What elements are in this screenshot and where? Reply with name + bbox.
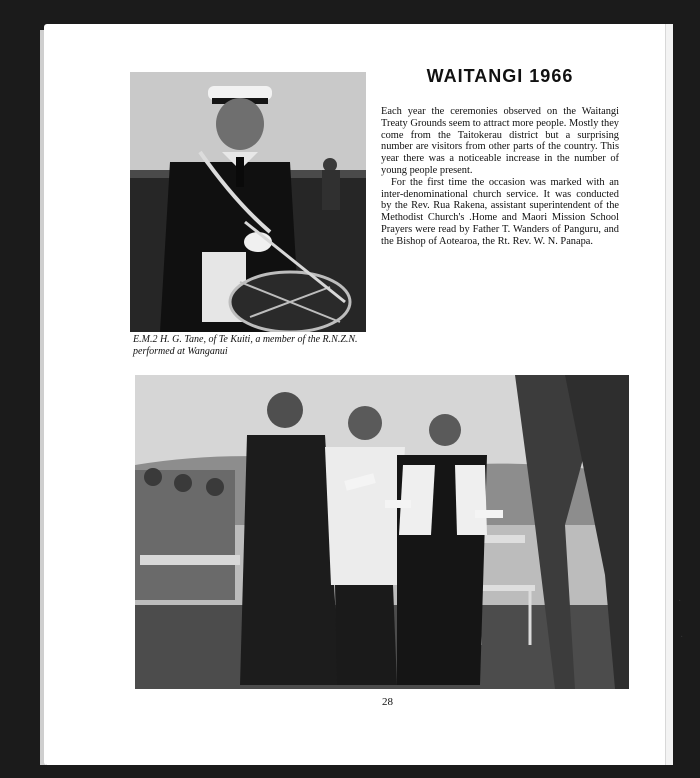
church-service-illustration <box>135 375 629 689</box>
article-paragraph: For the first time the occasion was marked with an inter-denominational church service. It was conducted by the Rev. Rua Rakena, assistant superintendent of the Methodist Church's .Home and Maori Mission School Prayers were read by Father T. Wanders of Panguru, and the Bishop of Aotearoa, the Rt. Rev. W. N. Panapa. <box>381 176 619 247</box>
photo-church-service <box>135 375 629 689</box>
article-title: WAITANGI 1966 <box>426 66 574 86</box>
page-edge-right <box>665 24 673 765</box>
article-paragraph: Each year the ceremonies observed on the Waitangi Treaty Grounds seem to attract more people. Mostly they come from the Taitokerau district but a surprising number are visitors from other parts of the country. This year there was a noticeable increase in the number of young people present. <box>381 106 619 176</box>
edge-mark: · <box>680 632 684 643</box>
photo-caption: E.M.2 H. G. Tane, of Te Kuiti, a member of the R.N.Z.N. performed at Wanganui <box>133 334 358 357</box>
edge-mark: · <box>678 596 682 607</box>
page-number: 28 <box>382 696 393 708</box>
photo-naval-drummer <box>130 72 366 332</box>
drummer-illustration <box>130 72 366 332</box>
article-body <box>381 106 619 248</box>
